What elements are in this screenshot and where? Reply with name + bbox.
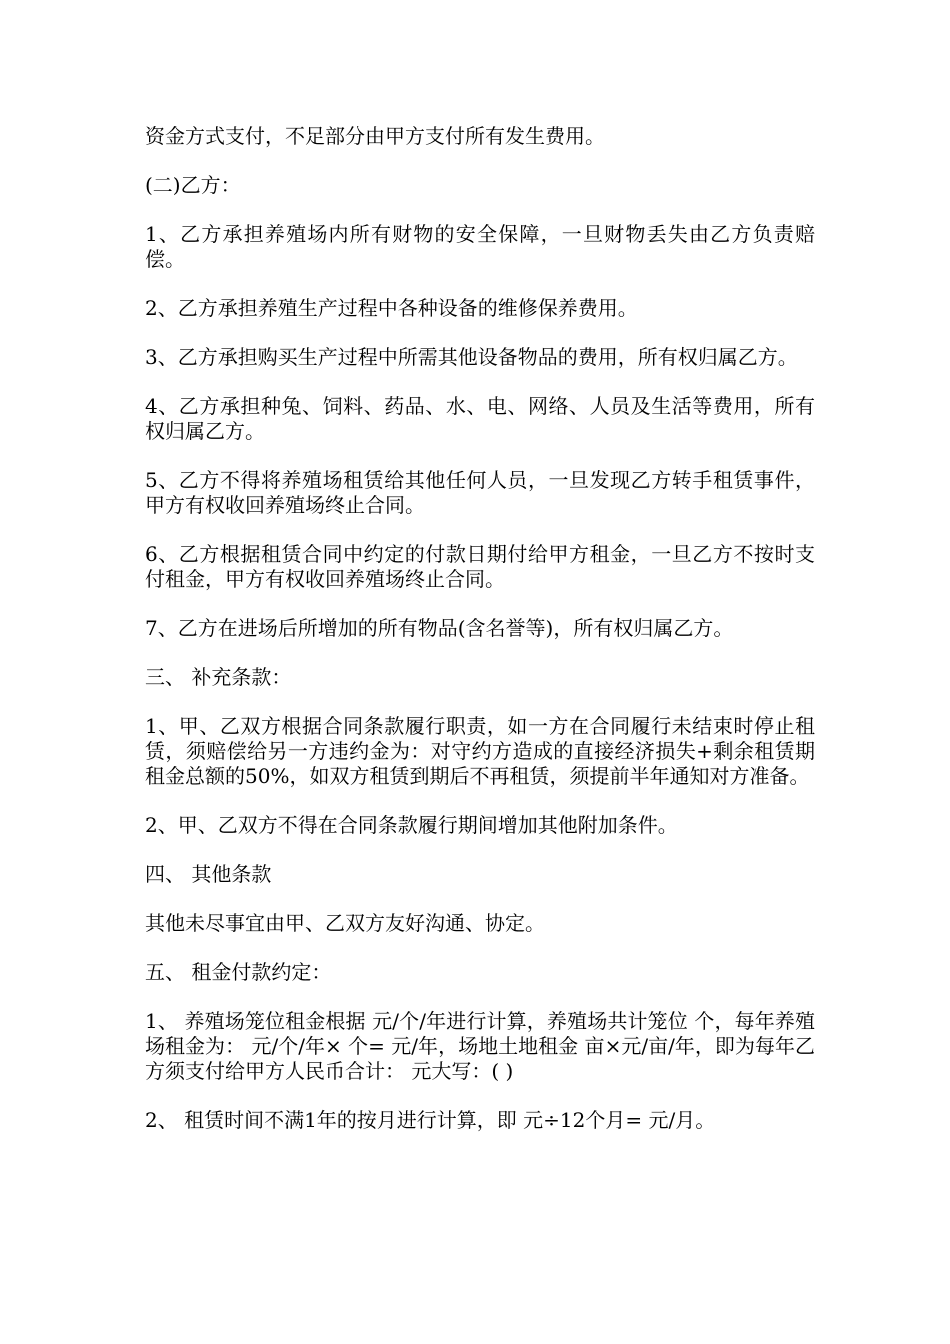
section-heading-supplementary: 三、 补充条款： — [145, 665, 292, 689]
clause-supplementary-2: 2、甲、乙双方不得在合同条款履行期间增加其他附加条件。 — [145, 813, 678, 837]
clause-b-7: 7、乙方在进场后所增加的所有物品(含名誉等)，所有权归属乙方。 — [145, 616, 734, 640]
section-heading-other: 四、 其他条款 — [145, 862, 272, 886]
section-heading-party-b: (二)乙方： — [145, 173, 241, 197]
clause-rent-2: 2、 租赁时间不满1年的按月进行计算，即 元÷12个月= 元/月。 — [145, 1108, 716, 1132]
clause-b-6: 6、乙方根据租赁合同中约定的付款日期付给甲方租金，一旦乙方不按时支付租金，甲方有权收回养殖场终止合同。 — [145, 542, 815, 591]
clause-other: 其他未尽事宜由甲、乙双方友好沟通、协定。 — [145, 911, 545, 935]
clause-b-3: 3、乙方承担购买生产过程中所需其他设备物品的费用，所有权归属乙方。 — [145, 345, 798, 369]
clause-rent-1: 1、 养殖场笼位租金根据 元/个/年进行计算，养殖场共计笼位 个，每年养殖场租金为： 元/个/年× 个= 元/年，场地土地租金 亩×元/亩/年，即为每年乙方须支付给甲方人民币合计： 元大写：( ) — [145, 1009, 815, 1083]
clause-b-1: 1、乙方承担养殖场内所有财物的安全保障，一旦财物丢失由乙方负责赔偿。 — [145, 222, 815, 271]
clause-b-2: 2、乙方承担养殖生产过程中各种设备的维修保养费用。 — [145, 296, 638, 320]
paragraph-payment-continued: 资金方式支付，不足部分由甲方支付所有发生费用。 — [145, 124, 605, 148]
clause-b-5: 5、乙方不得将养殖场租赁给其他任何人员，一旦发现乙方转手租赁事件，甲方有权收回养殖场终止合同。 — [145, 468, 815, 517]
section-heading-rent-payment: 五、 租金付款约定： — [145, 960, 332, 984]
document-body — [145, 124, 815, 1157]
clause-supplementary-1: 1、甲、乙双方根据合同条款履行职责，如一方在合同履行未结束时停止租赁，须赔偿给另一方违约金为：对守约方造成的直接经济损失+剩余租赁期租金总额的50%，如双方租赁到期后不再租赁，须提前半年通知对方准备。 — [145, 714, 815, 788]
clause-b-4: 4、乙方承担种兔、饲料、药品、水、电、网络、人员及生活等费用，所有权归属乙方。 — [145, 394, 815, 443]
